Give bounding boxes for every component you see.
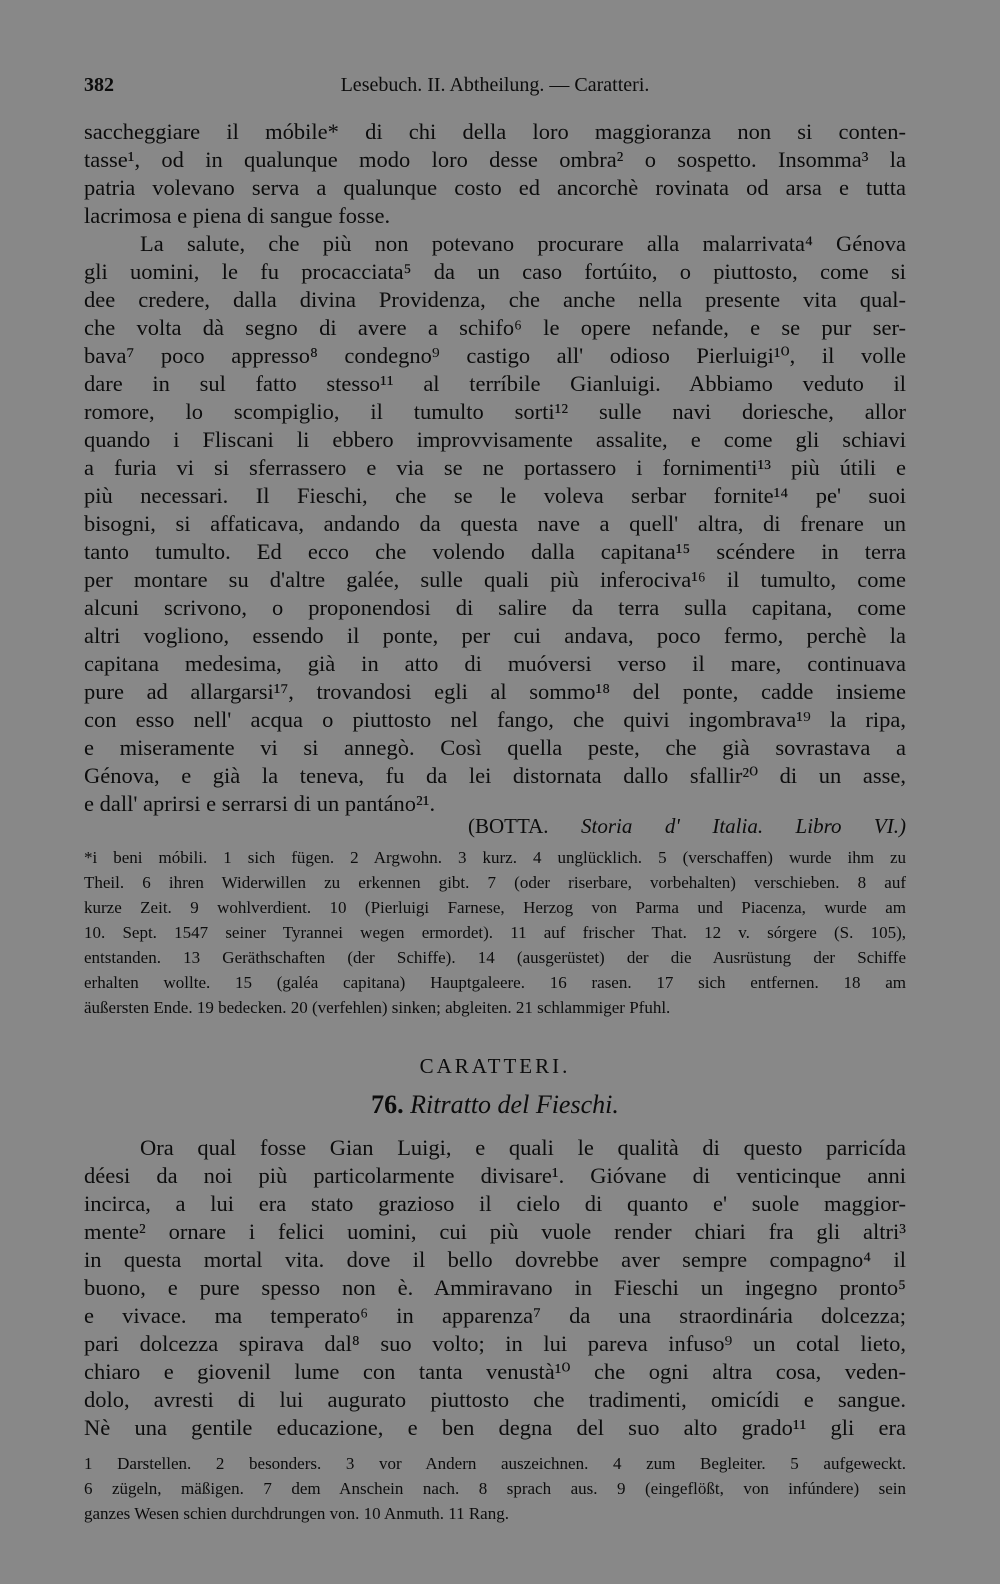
section-heading: CARATTERI.	[419, 1054, 571, 1078]
text-line: alcuni scrivono, o proponendosi di salire da terra sulla capitana, come	[84, 595, 906, 620]
text-line: gli uomini, le fu procacciata⁵ da un caso fortúito, o piuttosto, come si	[84, 259, 906, 284]
text-line: pure ad allargarsi¹⁷, trovandosi egli al sommo¹⁸ del ponte, cadde insieme	[84, 679, 906, 704]
text-line: dee credere, dalla divina Providenza, che anche nella presente vita qual-	[84, 287, 906, 312]
text-line: buono, e pure spesso non è. Ammiravano in Fieschi un ingegno pronto⁵	[84, 1275, 906, 1300]
footnote-line: äußersten Ende. 19 bedecken. 20 (verfehlen) sinken; abgleiten. 21 schlammiger Pfuhl.	[84, 998, 671, 1017]
chapter-name: Ritratto del Fieschi.	[410, 1090, 619, 1119]
text-line: bisogni, si affaticava, andando da questa nave a quell' altra, di frenare un	[84, 511, 906, 536]
text-line: romore, lo scompiglio, il tumulto sorti¹² sulle navi doriesche, allor	[84, 399, 906, 424]
footnote-line: 6 zügeln, mäßigen. 7 dem Anschein nach. 8 sprach aus. 9 (eingeflößt, von infúndere) sein	[84, 1479, 906, 1498]
text-line: dolo, avresti di lui augurato piuttosto che tradimenti, omicídi e sangue.	[84, 1387, 906, 1412]
text-line: altri vogliono, essendo il ponte, per cui andava, poco fermo, perchè la	[84, 623, 906, 648]
text-line: tasse¹, od in qualunque modo loro desse ombra² o sospetto. Insomma³ la	[84, 147, 906, 172]
text-line: La salute, che più non potevano procurare alla malarrivata⁴ Génova	[140, 231, 906, 256]
page-header	[84, 74, 906, 104]
footnote-line: 1 Darstellen. 2 besonders. 3 vor Andern auszeichnen. 4 zum Begleiter. 5 aufgeweckt.	[84, 1454, 906, 1473]
citation	[468, 812, 906, 840]
running-title: Lesebuch. II. Abtheilung. — Caratteri.	[340, 74, 650, 96]
citation-author: (BOTTA.	[468, 814, 549, 838]
footnote-line: 10. Sept. 1547 seiner Tyrannei wegen ermordet). 11 auf frischer That. 12 v. sórgere (S. 105),	[84, 923, 906, 942]
text-line: e vivace. ma temperato⁶ in apparenza⁷ da una straordinária dolcezza;	[84, 1303, 906, 1328]
text-line: pari dolcezza spirava dal⁸ suo volto; in lui pareva infuso⁹ un cotal lieto,	[84, 1331, 906, 1356]
text-line: déesi da noi più particolarmente divisare¹. Gióvane di venticinque anni	[84, 1163, 906, 1188]
text-line: tanto tumulto. Ed ecco che volendo dalla capitana¹⁵ scéndere in terra	[84, 539, 906, 564]
text-line: incirca, a lui era stato grazioso il cielo di quanto e' suole maggior-	[84, 1191, 906, 1216]
citation-work: Storia d' Italia. Libro VI.)	[581, 814, 906, 838]
text-line: per montare su d'altre galée, sulle quali più inferociva¹⁶ il tumulto, come	[84, 567, 906, 592]
footnote-line: kurze Zeit. 9 wohlverdient. 10 (Pierluigi Farnese, Herzog von Parma und Piacenza, wurde am	[84, 898, 906, 917]
text-line: e miseramente vi si annegò. Così quella peste, che già sovrastava a	[84, 735, 906, 760]
text-line: che volta dà segno di avere a schifo⁶ le opere nefande, e se pur ser-	[84, 315, 906, 340]
text-line: Nè una gentile educazione, e ben degna del suo alto grado¹¹ gli era	[84, 1415, 906, 1440]
footnote-line: *i beni móbili. 1 sich fügen. 2 Argwohn. 3 kurz. 4 unglücklich. 5 (verschaffen) wurde ihm zu	[84, 848, 906, 867]
footnote-line: ganzes Wesen schien durchdrungen von. 10 Anmuth. 11 Rang.	[84, 1504, 509, 1523]
text-line: a furia vi si sferrassero e via se ne portassero i fornimenti¹³ più útili e	[84, 455, 906, 480]
chapter-title	[84, 1090, 906, 1120]
text-line: Ora qual fosse Gian Luigi, e quali le qualità di questo parricída	[140, 1135, 906, 1160]
footnote-line: entstanden. 13 Geräthschaften (der Schiffe). 14 (ausgerüstet) der die Ausrüstung der Schiffe	[84, 948, 906, 967]
text-line: in questa mortal vita. dove il bello dovrebbe aver sempre compagno⁴ il	[84, 1247, 906, 1272]
text-line: bava⁷ poco appresso⁸ condegno⁹ castigo all' odioso Pierluigi¹⁰, il volle	[84, 343, 906, 368]
text-line: quando i Fliscani li ebbero improvvisamente assalite, e come gli schiavi	[84, 427, 906, 452]
text-line: saccheggiare il móbile* di chi della loro maggioranza non si conten-	[84, 119, 906, 144]
text-line: Génova, e già la teneva, fu da lei distornata dallo sfallir²⁰ di un asse,	[84, 763, 906, 788]
text-line: mente² ornare i felici uomini, cui più vuole render chiari fra gli altri³	[84, 1219, 906, 1244]
footnote-line: erhalten wollte. 15 (galéa capitana) Hauptgaleere. 16 rasen. 17 sich entfernen. 18 am	[84, 973, 906, 992]
page-number: 382	[84, 74, 114, 96]
text-line: più necessari. Il Fieschi, che se le voleva serbar fornite¹⁴ pe' suoi	[84, 483, 906, 508]
text-line: lacrimosa e piena di sangue fosse.	[84, 203, 391, 228]
text-line: con esso nell' acqua o piuttosto nel fango, che quivi ingombrava¹⁹ la ripa,	[84, 707, 906, 732]
text-line: e dall' aprirsi e serrarsi di un pantáno²¹.	[84, 791, 436, 816]
text-line: patria volevano serva a qualunque costo ed ancorchè rovinata od arsa e tutta	[84, 175, 906, 200]
text-line: capitana medesima, già in atto di muóversi verso il mare, continuava	[84, 651, 906, 676]
footnote-line: Theil. 6 ihren Widerwillen zu erkennen gibt. 7 (oder riserbare, vorbehalten) verschieben. 8 auf	[84, 873, 906, 892]
text-line: dare in sul fatto stesso¹¹ al terríbile Gianluigi. Abbiamo veduto il	[84, 371, 906, 396]
text-line: chiaro e giovenil lume con tanta venustà¹⁰ che ogni altra cosa, veden-	[84, 1359, 906, 1384]
chapter-number: 76.	[371, 1090, 404, 1119]
